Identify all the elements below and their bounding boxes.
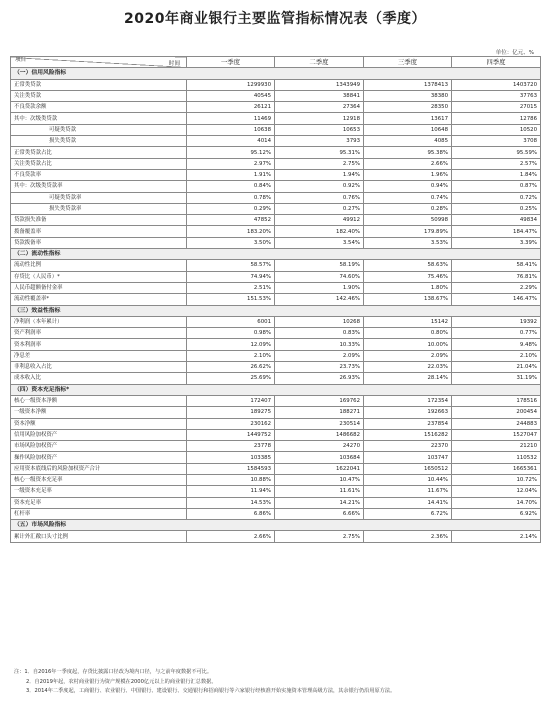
table-row bbox=[11, 395, 541, 406]
item-label: 项目 bbox=[15, 57, 27, 64]
value-cell-q1: 47852 bbox=[187, 215, 275, 226]
value-cell-q2: 49912 bbox=[275, 215, 364, 226]
value-cell-q3: 50998 bbox=[364, 215, 452, 226]
value-cell-q1: 11.94% bbox=[187, 486, 275, 497]
value-cell-q4: 2.10% bbox=[452, 350, 541, 361]
value-cell-q1: 2.66% bbox=[187, 531, 275, 542]
row-label: 一级资本充足率 bbox=[11, 486, 187, 497]
note-1: 注：1．自2016年一季度起，存贷比披露口径改为境内口径，与之前年度数据不可比。 bbox=[14, 669, 213, 675]
table-row bbox=[11, 339, 541, 350]
value-cell-q2: 3.54% bbox=[275, 237, 364, 248]
value-cell-q4: 21210 bbox=[452, 441, 541, 452]
row-label: 人民币超额备付金率 bbox=[11, 282, 187, 293]
value-cell-q3: 6.72% bbox=[364, 508, 452, 519]
row-label: 核心一级资本充足率 bbox=[11, 474, 187, 485]
value-cell-q1: 14.53% bbox=[187, 497, 275, 508]
table-row bbox=[11, 531, 541, 542]
row-label: 流动性比例 bbox=[11, 260, 187, 271]
value-cell-q1: 58.57% bbox=[187, 260, 275, 271]
value-cell-q2: 11.61% bbox=[275, 486, 364, 497]
value-cell-q4: 37763 bbox=[452, 90, 541, 101]
value-cell-q3: 3.53% bbox=[364, 237, 452, 248]
table-row bbox=[11, 192, 541, 203]
table-row bbox=[11, 215, 541, 226]
value-cell-q2: 1.90% bbox=[275, 282, 364, 293]
value-cell-q1: 25.69% bbox=[187, 373, 275, 384]
section-title: （二）流动性指标 bbox=[11, 249, 541, 260]
value-cell-q1: 2.97% bbox=[187, 158, 275, 169]
value-cell-q4: 2.29% bbox=[452, 282, 541, 293]
table-row bbox=[11, 203, 541, 214]
row-label: 不良贷款余额 bbox=[11, 102, 187, 113]
section-title: （一）信用风险指标 bbox=[11, 68, 541, 79]
section-title: （五）市场风险指标 bbox=[11, 520, 541, 531]
table-row bbox=[11, 124, 541, 135]
value-cell-q4: 178516 bbox=[452, 395, 541, 406]
value-cell-q1: 0.84% bbox=[187, 181, 275, 192]
table-row bbox=[11, 136, 541, 147]
value-cell-q4: 2.57% bbox=[452, 158, 541, 169]
header-q3: 三季度 bbox=[364, 57, 452, 68]
value-cell-q1: 172407 bbox=[187, 395, 275, 406]
row-label: 关注类贷款 bbox=[11, 90, 187, 101]
table-row bbox=[11, 90, 541, 101]
row-label: 应用资本底线后的风险加权资产合计 bbox=[11, 463, 187, 474]
row-label: 贷款损失准备 bbox=[11, 215, 187, 226]
row-label: 可疑类贷款 bbox=[11, 124, 187, 135]
row-label: 正常类贷款 bbox=[11, 79, 187, 90]
table-row bbox=[11, 474, 541, 485]
value-cell-q3: 10648 bbox=[364, 124, 452, 135]
value-cell-q3: 0.28% bbox=[364, 203, 452, 214]
value-cell-q3: 28.14% bbox=[364, 373, 452, 384]
section-header-row bbox=[11, 384, 541, 395]
value-cell-q3: 1650512 bbox=[364, 463, 452, 474]
value-cell-q3: 179.89% bbox=[364, 226, 452, 237]
value-cell-q1: 6.86% bbox=[187, 508, 275, 519]
value-cell-q3: 172354 bbox=[364, 395, 452, 406]
value-cell-q1: 2.51% bbox=[187, 282, 275, 293]
value-cell-q1: 4014 bbox=[187, 136, 275, 147]
value-cell-q2: 24270 bbox=[275, 441, 364, 452]
value-cell-q1: 40545 bbox=[187, 90, 275, 101]
value-cell-q4: 27015 bbox=[452, 102, 541, 113]
value-cell-q1: 26.62% bbox=[187, 362, 275, 373]
value-cell-q3: 192663 bbox=[364, 407, 452, 418]
value-cell-q4: 0.87% bbox=[452, 181, 541, 192]
value-cell-q3: 38380 bbox=[364, 90, 452, 101]
value-cell-q2: 1.94% bbox=[275, 169, 364, 180]
value-cell-q4: 1665361 bbox=[452, 463, 541, 474]
section-header-row bbox=[11, 305, 541, 316]
value-cell-q1: 26121 bbox=[187, 102, 275, 113]
value-cell-q4: 14.70% bbox=[452, 497, 541, 508]
value-cell-q1: 1299930 bbox=[187, 79, 275, 90]
value-cell-q3: 95.38% bbox=[364, 147, 452, 158]
row-label: 正常类贷款占比 bbox=[11, 147, 187, 158]
value-cell-q1: 11469 bbox=[187, 113, 275, 124]
value-cell-q1: 12.09% bbox=[187, 339, 275, 350]
value-cell-q3: 75.46% bbox=[364, 271, 452, 282]
value-cell-q4: 6.92% bbox=[452, 508, 541, 519]
row-label: 信用风险加权资产 bbox=[11, 429, 187, 440]
value-cell-q4: 49834 bbox=[452, 215, 541, 226]
value-cell-q1: 230162 bbox=[187, 418, 275, 429]
value-cell-q2: 2.75% bbox=[275, 158, 364, 169]
table-row bbox=[11, 350, 541, 361]
value-cell-q2: 2.09% bbox=[275, 350, 364, 361]
value-cell-q4: 76.81% bbox=[452, 271, 541, 282]
row-label: 市场风险加权资产 bbox=[11, 441, 187, 452]
row-label: 核心一级资本净额 bbox=[11, 395, 187, 406]
value-cell-q4: 2.14% bbox=[452, 531, 541, 542]
table-row bbox=[11, 113, 541, 124]
value-cell-q3: 11.67% bbox=[364, 486, 452, 497]
table-row bbox=[11, 260, 541, 271]
value-cell-q2: 6.66% bbox=[275, 508, 364, 519]
time-label: 时间 bbox=[168, 61, 180, 67]
value-cell-q4: 1527047 bbox=[452, 429, 541, 440]
value-cell-q4: 0.72% bbox=[452, 192, 541, 203]
section-header-row bbox=[11, 249, 541, 260]
section-header-row bbox=[11, 68, 541, 79]
value-cell-q2: 0.83% bbox=[275, 328, 364, 339]
table-row bbox=[11, 181, 541, 192]
unit-label: 单位：亿元、% bbox=[495, 50, 534, 56]
row-label: 流动性覆盖率* bbox=[11, 294, 187, 305]
value-cell-q2: 0.76% bbox=[275, 192, 364, 203]
table-header-row bbox=[11, 57, 541, 68]
value-cell-q4: 110532 bbox=[452, 452, 541, 463]
value-cell-q2: 58.19% bbox=[275, 260, 364, 271]
value-cell-q3: 2.09% bbox=[364, 350, 452, 361]
table-row bbox=[11, 226, 541, 237]
value-cell-q4: 31.19% bbox=[452, 373, 541, 384]
value-cell-q1: 183.20% bbox=[187, 226, 275, 237]
value-cell-q4: 3.39% bbox=[452, 237, 541, 248]
row-label: 一级资本净额 bbox=[11, 407, 187, 418]
table-row bbox=[11, 407, 541, 418]
value-cell-q2: 26.93% bbox=[275, 373, 364, 384]
value-cell-q3: 10.44% bbox=[364, 474, 452, 485]
value-cell-q3: 10.00% bbox=[364, 339, 452, 350]
table-row bbox=[11, 328, 541, 339]
diagonal-header-cell bbox=[11, 57, 187, 68]
row-label: 成本收入比 bbox=[11, 373, 187, 384]
value-cell-q4: 1403720 bbox=[452, 79, 541, 90]
value-cell-q4: 12.04% bbox=[452, 486, 541, 497]
value-cell-q2: 10653 bbox=[275, 124, 364, 135]
value-cell-q2: 10268 bbox=[275, 316, 364, 327]
row-label: 非利息收入占比 bbox=[11, 362, 187, 373]
row-label: 不良贷款率 bbox=[11, 169, 187, 180]
value-cell-q4: 0.77% bbox=[452, 328, 541, 339]
table-row bbox=[11, 102, 541, 113]
value-cell-q2: 23.73% bbox=[275, 362, 364, 373]
row-label: 其中：次级类贷款率 bbox=[11, 181, 187, 192]
value-cell-q3: 4085 bbox=[364, 136, 452, 147]
row-label: 净利润（本年累计） bbox=[11, 316, 187, 327]
row-label: 可疑类贷款率 bbox=[11, 192, 187, 203]
value-cell-q3: 0.94% bbox=[364, 181, 452, 192]
indicator-table bbox=[10, 56, 541, 543]
value-cell-q3: 22370 bbox=[364, 441, 452, 452]
row-label: 资本充足率 bbox=[11, 497, 187, 508]
value-cell-q1: 74.94% bbox=[187, 271, 275, 282]
table-row bbox=[11, 158, 541, 169]
row-label: 资产利润率 bbox=[11, 328, 187, 339]
table-row bbox=[11, 316, 541, 327]
table-row bbox=[11, 452, 541, 463]
value-cell-q1: 23778 bbox=[187, 441, 275, 452]
value-cell-q2: 142.46% bbox=[275, 294, 364, 305]
value-cell-q4: 1.84% bbox=[452, 169, 541, 180]
value-cell-q3: 138.67% bbox=[364, 294, 452, 305]
value-cell-q1: 10638 bbox=[187, 124, 275, 135]
page-title: 2020年商业银行主要监管指标情况表（季度） bbox=[124, 11, 426, 27]
section-title: （三）效益性指标 bbox=[11, 305, 541, 316]
row-label: 损失类贷款 bbox=[11, 136, 187, 147]
value-cell-q1: 95.12% bbox=[187, 147, 275, 158]
value-cell-q2: 95.31% bbox=[275, 147, 364, 158]
value-cell-q3: 14.41% bbox=[364, 497, 452, 508]
value-cell-q1: 10.88% bbox=[187, 474, 275, 485]
value-cell-q3: 22.03% bbox=[364, 362, 452, 373]
section-header-row bbox=[11, 520, 541, 531]
value-cell-q1: 189275 bbox=[187, 407, 275, 418]
value-cell-q4: 0.25% bbox=[452, 203, 541, 214]
value-cell-q3: 1.96% bbox=[364, 169, 452, 180]
table-row bbox=[11, 169, 541, 180]
value-cell-q1: 0.29% bbox=[187, 203, 275, 214]
row-label: 资本净额 bbox=[11, 418, 187, 429]
header-q1: 一季度 bbox=[187, 57, 275, 68]
value-cell-q3: 103747 bbox=[364, 452, 452, 463]
value-cell-q2: 1622041 bbox=[275, 463, 364, 474]
value-cell-q4: 58.41% bbox=[452, 260, 541, 271]
value-cell-q3: 15142 bbox=[364, 316, 452, 327]
value-cell-q4: 12786 bbox=[452, 113, 541, 124]
table-row bbox=[11, 373, 541, 384]
value-cell-q3: 1516282 bbox=[364, 429, 452, 440]
value-cell-q1: 0.78% bbox=[187, 192, 275, 203]
value-cell-q3: 28350 bbox=[364, 102, 452, 113]
value-cell-q4: 19392 bbox=[452, 316, 541, 327]
value-cell-q2: 14.21% bbox=[275, 497, 364, 508]
value-cell-q2: 10.33% bbox=[275, 339, 364, 350]
value-cell-q2: 0.92% bbox=[275, 181, 364, 192]
value-cell-q1: 3.50% bbox=[187, 237, 275, 248]
row-label: 操作风险加权资产 bbox=[11, 452, 187, 463]
value-cell-q3: 0.80% bbox=[364, 328, 452, 339]
table-body bbox=[11, 68, 541, 542]
table-row bbox=[11, 508, 541, 519]
value-cell-q3: 2.36% bbox=[364, 531, 452, 542]
value-cell-q3: 237854 bbox=[364, 418, 452, 429]
value-cell-q2: 3793 bbox=[275, 136, 364, 147]
value-cell-q2: 0.27% bbox=[275, 203, 364, 214]
row-label: 净息差 bbox=[11, 350, 187, 361]
value-cell-q1: 1449752 bbox=[187, 429, 275, 440]
row-label: 关注类贷款占比 bbox=[11, 158, 187, 169]
value-cell-q2: 169762 bbox=[275, 395, 364, 406]
value-cell-q4: 95.59% bbox=[452, 147, 541, 158]
table-row bbox=[11, 486, 541, 497]
table-row bbox=[11, 497, 541, 508]
value-cell-q1: 1584593 bbox=[187, 463, 275, 474]
value-cell-q1: 6001 bbox=[187, 316, 275, 327]
value-cell-q2: 10.47% bbox=[275, 474, 364, 485]
table-row bbox=[11, 147, 541, 158]
row-label: 拨备覆盖率 bbox=[11, 226, 187, 237]
value-cell-q1: 151.53% bbox=[187, 294, 275, 305]
value-cell-q1: 1.91% bbox=[187, 169, 275, 180]
value-cell-q2: 27364 bbox=[275, 102, 364, 113]
value-cell-q4: 9.48% bbox=[452, 339, 541, 350]
table-row bbox=[11, 429, 541, 440]
value-cell-q2: 230514 bbox=[275, 418, 364, 429]
section-title: （四）资本充足指标* bbox=[11, 384, 541, 395]
value-cell-q2: 12918 bbox=[275, 113, 364, 124]
value-cell-q2: 1343949 bbox=[275, 79, 364, 90]
note-2: 2．自2019年起，农村商业银行为资产规模在2000亿元以上的商业银行汇总数据。 bbox=[26, 678, 217, 685]
row-label: 累计外汇敞口头寸比例 bbox=[11, 531, 187, 542]
value-cell-q4: 3708 bbox=[452, 136, 541, 147]
value-cell-q2: 103684 bbox=[275, 452, 364, 463]
row-label: 损失类贷款率 bbox=[11, 203, 187, 214]
value-cell-q2: 74.60% bbox=[275, 271, 364, 282]
header-q2: 二季度 bbox=[275, 57, 364, 68]
row-label: 其中：次级类贷款 bbox=[11, 113, 187, 124]
table-row bbox=[11, 463, 541, 474]
value-cell-q1: 0.98% bbox=[187, 328, 275, 339]
value-cell-q1: 103385 bbox=[187, 452, 275, 463]
value-cell-q3: 1.80% bbox=[364, 282, 452, 293]
table-row bbox=[11, 237, 541, 248]
table-row bbox=[11, 79, 541, 90]
note-3: 3．2014年二季度起，工商银行、农业银行、中国银行、建设银行、交通银行和招商银行等六家银行经核准开始实施资本管理高级方法，其余银行仍沿用原方法。 bbox=[26, 688, 396, 695]
value-cell-q3: 0.74% bbox=[364, 192, 452, 203]
value-cell-q3: 2.66% bbox=[364, 158, 452, 169]
value-cell-q2: 38841 bbox=[275, 90, 364, 101]
value-cell-q4: 200454 bbox=[452, 407, 541, 418]
value-cell-q2: 188271 bbox=[275, 407, 364, 418]
row-label: 杠杆率 bbox=[11, 508, 187, 519]
row-label: 存贷比（人民币）* bbox=[11, 271, 187, 282]
value-cell-q4: 146.47% bbox=[452, 294, 541, 305]
value-cell-q3: 13617 bbox=[364, 113, 452, 124]
value-cell-q4: 244883 bbox=[452, 418, 541, 429]
row-label: 贷款拨备率 bbox=[11, 237, 187, 248]
table-row bbox=[11, 441, 541, 452]
value-cell-q3: 58.63% bbox=[364, 260, 452, 271]
value-cell-q4: 21.04% bbox=[452, 362, 541, 373]
table-row bbox=[11, 294, 541, 305]
table-row bbox=[11, 271, 541, 282]
value-cell-q2: 1486682 bbox=[275, 429, 364, 440]
value-cell-q4: 10520 bbox=[452, 124, 541, 135]
table-row bbox=[11, 282, 541, 293]
value-cell-q4: 10.72% bbox=[452, 474, 541, 485]
row-label: 资本利润率 bbox=[11, 339, 187, 350]
notes-block bbox=[14, 668, 540, 697]
value-cell-q2: 182.40% bbox=[275, 226, 364, 237]
table-row bbox=[11, 362, 541, 373]
value-cell-q4: 184.47% bbox=[452, 226, 541, 237]
value-cell-q3: 1378413 bbox=[364, 79, 452, 90]
table-row bbox=[11, 418, 541, 429]
header-q4: 四季度 bbox=[452, 57, 541, 68]
value-cell-q2: 2.75% bbox=[275, 531, 364, 542]
value-cell-q1: 2.10% bbox=[187, 350, 275, 361]
